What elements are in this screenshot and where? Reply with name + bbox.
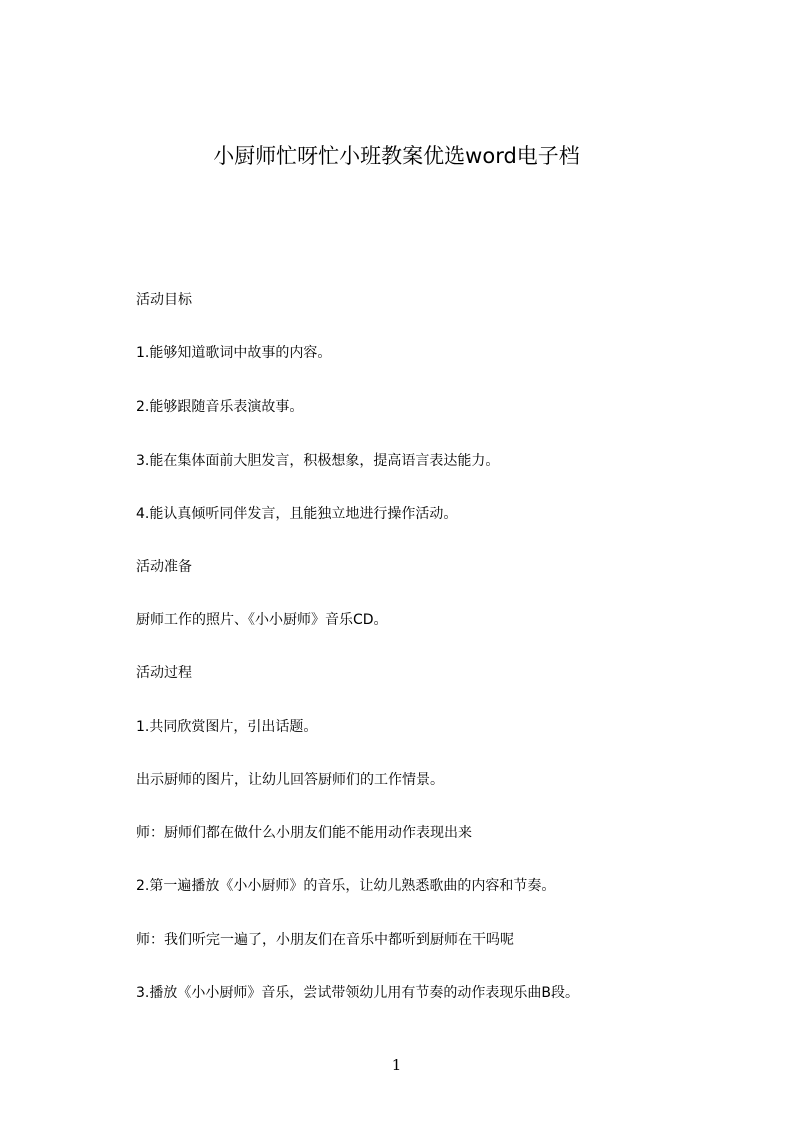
- paragraph: 出示厨师的图片，让幼儿回答厨师们的工作情景。: [136, 772, 444, 788]
- paragraph: 师：厨师们都在做什么小朋友们能不能用动作表现出来: [136, 825, 472, 841]
- section-heading-goals: 活动目标: [136, 292, 192, 308]
- paragraph: 4.能认真倾听同伴发言，且能独立地进行操作活动。: [136, 506, 458, 522]
- paragraph: 3.播放《小小厨师》音乐，尝试带领幼儿用有节奏的动作表现乐曲B段。: [136, 985, 579, 1001]
- document-title: 小厨师忙呀忙小班教案优选word电子档: [213, 144, 580, 168]
- paragraph: 师：我们听完一遍了，小朋友们在音乐中都听到厨师在干吗呢: [136, 932, 514, 948]
- paragraph: 1.共同欣赏图片，引出话题。: [136, 719, 318, 735]
- paragraph: 厨师工作的照片、《小小厨师》音乐CD。: [136, 612, 388, 628]
- paragraph: 1.能够知道歌词中故事的内容。: [136, 345, 332, 361]
- page-number: 1: [391, 1056, 402, 1074]
- section-heading-process: 活动过程: [136, 665, 192, 681]
- paragraph: 3.能在集体面前大胆发言，积极想象，提高语言表达能力。: [136, 453, 500, 469]
- section-heading-preparation: 活动准备: [136, 559, 192, 575]
- paragraph: 2.第一遍播放《小小厨师》的音乐，让幼儿熟悉歌曲的内容和节奏。: [136, 878, 556, 894]
- paragraph: 2.能够跟随音乐表演故事。: [136, 399, 304, 415]
